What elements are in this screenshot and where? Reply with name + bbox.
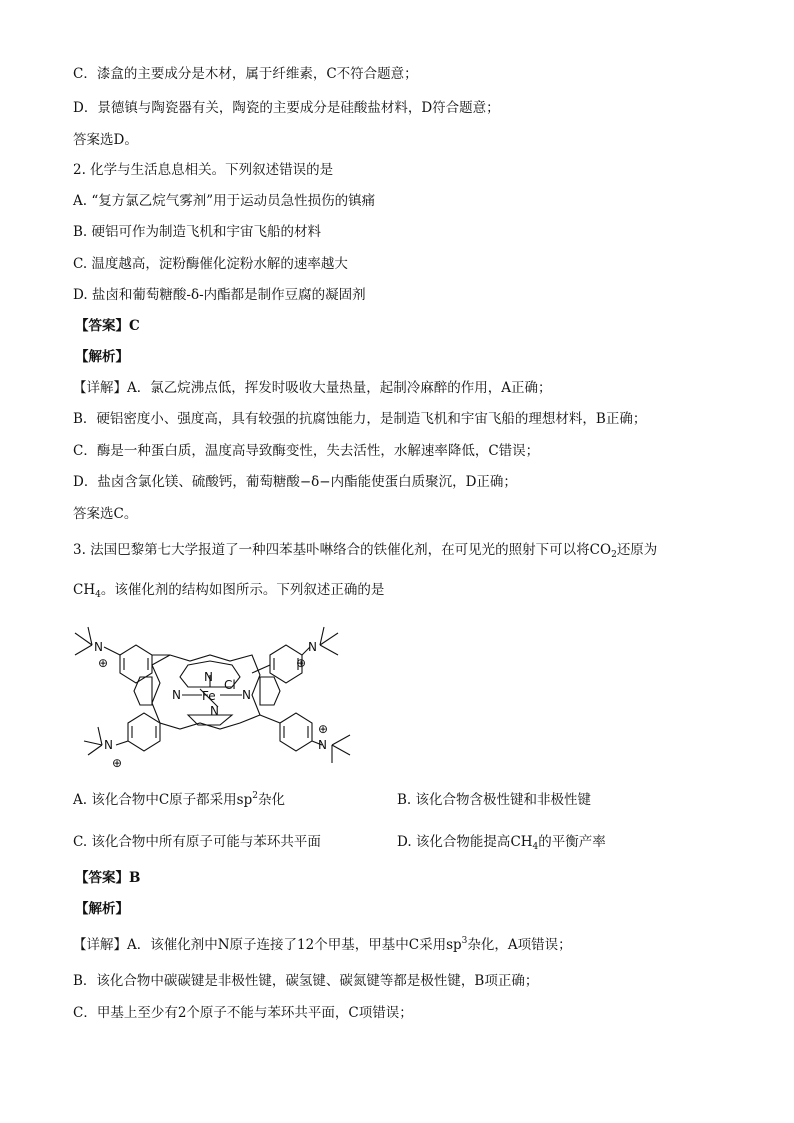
- prev-option-d-explanation: D．景德镇与陶瓷器有关，陶瓷的主要成分是硅酸盐材料，D符合题意；: [73, 100, 500, 116]
- question-2-option-a: A. “复方氯乙烷气雾剂”用于运动员急性损伤的镇痛: [73, 193, 376, 209]
- atom-cl: Cl: [224, 678, 236, 692]
- question-3-explanation-a: 【详解】A．该催化剂中N原子连接了12个甲基，甲基中C采用$sp^3$杂化，A项错误；: [73, 936, 572, 953]
- atom-n-core-right: N: [242, 688, 251, 702]
- porphyrin-iron-structure-diagram: [70, 615, 370, 775]
- atom-fe: Fe: [202, 689, 216, 703]
- atom-n-top-left: N: [94, 640, 103, 654]
- formula-co2: $CO_2$: [589, 542, 617, 560]
- formula-ch4: $CH_4$: [73, 582, 101, 600]
- atom-n-core-left: N: [172, 688, 181, 702]
- atom-n-bottom-right: N: [318, 738, 327, 752]
- prev-option-c-explanation: C．漆盒的主要成分是木材，属于纤维素，C不符合题意；: [73, 66, 418, 82]
- question-2-explanation-a: 【详解】A．氯乙烷沸点低，挥发时吸收大量热量，起制冷麻醉的作用，A正确；: [73, 380, 552, 396]
- question-3-option-b: B. 该化合物含极性键和非极性键: [397, 792, 592, 808]
- charge-plus-top-right: ⊕: [296, 656, 307, 670]
- question-3-option-d: D. 该化合物能提高$CH_4$的平衡产率: [397, 834, 606, 852]
- atom-n-bottom-left: N: [104, 738, 113, 752]
- question-3-explanation-c: C．甲基上至少有2个原子不能与苯环共平面，C项错误；: [73, 1005, 413, 1021]
- question-3-option-a: A. 该化合物中C原子都采用$sp^2$杂化: [73, 791, 285, 808]
- question-2-explanation-d: D．盐卤含氯化镁、硫酸钙，葡萄糖酸−δ−内酯能使蛋白质聚沉，D正确；: [73, 474, 517, 490]
- question-2-explanation-b: B．硬铝密度小、强度高，具有较强的抗腐蚀能力，是制造飞机和宇宙飞船的理想材料，B正确；: [73, 411, 647, 427]
- question-3-analysis-label: 【解析】: [75, 901, 129, 917]
- prev-answer-conclusion: 答案选D。: [73, 132, 138, 148]
- question-2-answer-conclusion: 答案选C。: [73, 506, 138, 522]
- question-3-explanation-b: B．该化合物中碳碳键是非极性键，碳氢键、碳氮键等都是极性键，B项正确；: [73, 973, 539, 989]
- atom-n-top-right: N: [308, 640, 317, 654]
- question-2-option-c: C. 温度越高，淀粉酶催化淀粉水解的速率越大: [73, 256, 348, 272]
- question-3-answer: 【答案】B: [75, 870, 141, 886]
- charge-plus-bottom-left: ⊕: [112, 756, 123, 770]
- question-2-analysis-label: 【解析】: [75, 349, 129, 365]
- question-3-option-c: C. 该化合物中所有原子可能与苯环共平面: [73, 834, 321, 850]
- atom-n-core-top: N: [204, 670, 213, 684]
- question-2-explanation-c: C．酶是一种蛋白质，温度高导致酶变性，失去活性，水解速率降低，C错误；: [73, 443, 540, 459]
- question-2-option-b: B. 硬铝可作为制造飞机和宇宙飞船的材料: [73, 224, 322, 240]
- question-3-stem-line-2: $CH_4$。该催化剂的结构如图所示。下列叙述正确的是: [73, 582, 385, 600]
- question-2-answer: 【答案】C: [75, 318, 140, 334]
- charge-plus-top-left: ⊕: [98, 656, 109, 670]
- question-3-stem-line-1: 3. 法国巴黎第七大学报道了一种四苯基卟啉络合的铁催化剂，在可见光的照射下可以将$CO_2$还原为: [73, 542, 658, 560]
- question-2-stem: 2. 化学与生活息息相关。下列叙述错误的是: [73, 162, 334, 178]
- question-2-option-d: D. 盐卤和葡萄糖酸-δ-内酯都是制作豆腐的凝固剂: [73, 287, 366, 303]
- atom-n-core-bottom: N: [210, 704, 219, 718]
- charge-plus-bottom-right: ⊕: [318, 722, 329, 736]
